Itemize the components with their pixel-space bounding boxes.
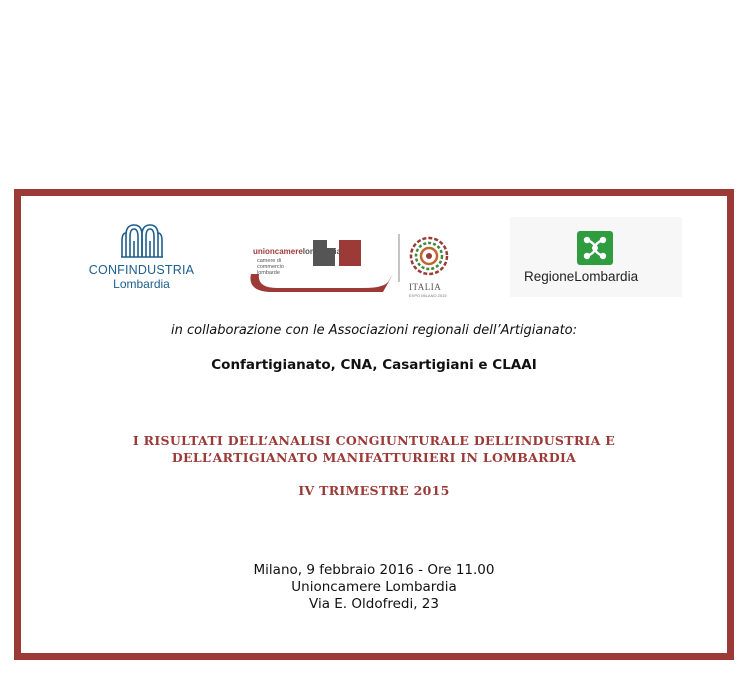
confindustria-logo [84,221,199,301]
unioncamere-brand-a: unioncamere [253,247,303,256]
event-place: Unioncamere Lombardia [291,579,457,595]
expo-caption: EXPO MILANO 2015 [409,293,447,298]
italia-expo-logo [393,232,453,302]
regione-rosa-camuna-icon [577,231,613,265]
invitation-frame [14,189,734,660]
unioncamere-logo [243,234,393,296]
confindustria-region: Lombardia [113,277,170,291]
unioncamere-brand-b: lombardia [302,247,342,256]
event-address: Via E. Oldofredi, 23 [309,596,439,612]
associations-list: Confartigianato, CNA, Casartigiani e CLAAI [211,357,537,373]
italia-label: ITALIA [409,282,442,292]
event-title [21,432,727,466]
event-period: IV TRIMESTRE 2015 [298,483,450,498]
expo-rosette-icon [393,232,453,282]
regione-lombardia-logo [510,217,682,297]
collaboration-text: in collaborazione con le Associazioni regionali dell’Artigianato: [171,323,577,338]
event-title-line-1: I RISULTATI DELL’ANALISI CONGIUNTURALE DELL’INDUSTRIA E [132,433,616,448]
event-title-line-2: DELL’ARTIGIANATO MANIFATTURIERI IN LOMBARDIA [171,450,577,465]
event-date-time: Milano, 9 febbraio 2016 - Ore 11.00 [253,562,495,578]
confindustria-name: CONFINDUSTRIA [88,263,195,277]
regione-name: RegioneLombardia [524,269,639,284]
confindustria-emblem-icon [120,221,164,259]
unioncamere-subtitle: camere di commercio lombarde [257,258,284,276]
event-venue [21,562,727,613]
